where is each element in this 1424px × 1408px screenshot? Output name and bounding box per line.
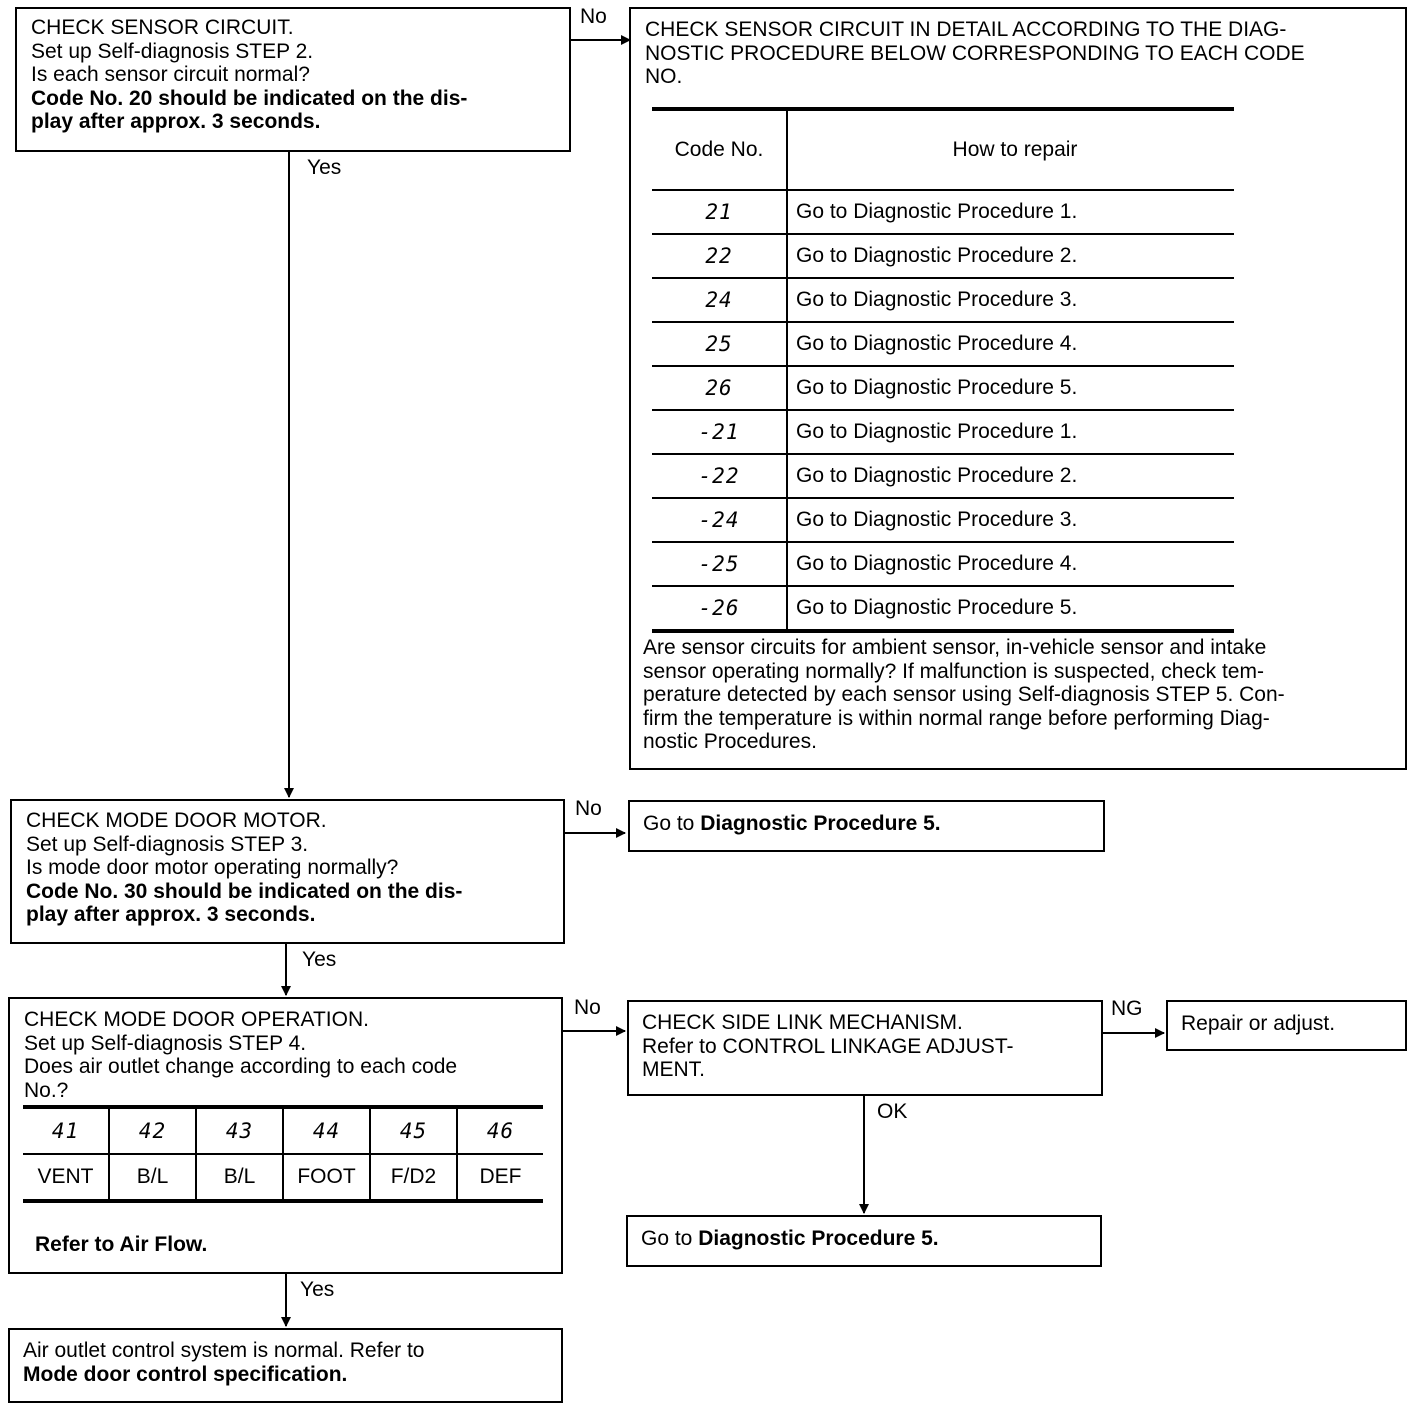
step-instruction: Set up Self-diagnosis STEP 4. (24, 1031, 307, 1055)
code-cell: 22 (652, 234, 787, 278)
repair-cell: Go to Diagnostic Procedure 1. (787, 410, 1234, 454)
note-line: sensor operating normally? If malfunction is suspected, check tem- (643, 659, 1264, 683)
repair-cell: Go to Diagnostic Procedure 1. (787, 190, 1234, 234)
mode-name: B/L (196, 1154, 283, 1201)
repair-cell: Go to Diagnostic Procedure 4. (787, 322, 1234, 366)
table-row (652, 410, 1234, 454)
repair-cell: Go to Diagnostic Procedure 5. (787, 586, 1234, 631)
repair-cell: Go to Diagnostic Procedure 5. (787, 366, 1234, 410)
step-question: Is each sensor circuit normal? (31, 63, 310, 86)
step-instruction: Refer to CONTROL LINKAGE ADJUST- (642, 1034, 1014, 1058)
step-title: CHECK MODE DOOR OPERATION. (24, 1008, 369, 1031)
step-question-cont: No.? (24, 1078, 69, 1102)
mode-code-table (23, 1105, 543, 1203)
mode-name: B/L (109, 1154, 196, 1201)
step-instruction-cont: MENT. (642, 1058, 705, 1081)
code-cell: -22 (652, 454, 787, 498)
air-flow-reference: Refer to Air Flow. (35, 1233, 208, 1256)
code-cell: -25 (652, 542, 787, 586)
result-reference: Mode door control specification. (23, 1362, 348, 1386)
code-cell: -26 (652, 586, 787, 631)
label-yes-2: Yes (302, 948, 337, 971)
table-row (652, 542, 1234, 586)
mode-code: 46 (457, 1107, 543, 1154)
mode-name: DEF (457, 1154, 543, 1201)
note-line: Are sensor circuits for ambient sensor, in-vehicle sensor and intake (643, 636, 1267, 659)
repair-cell: Go to Diagnostic Procedure 3. (787, 278, 1234, 322)
note-line: nostic Procedures. (643, 730, 817, 753)
repair-cell: Go to Diagnostic Procedure 2. (787, 454, 1234, 498)
step-title: CHECK SIDE LINK MECHANISM. (642, 1011, 963, 1034)
goto-prefix: Go to (641, 1227, 699, 1250)
repair-box (1166, 1000, 1407, 1051)
step-expectation-cont: play after approx. 3 seconds. (26, 903, 316, 926)
code-cell: 25 (652, 322, 787, 366)
goto-procedure-box-a (628, 800, 1105, 852)
goto-procedure: Diagnostic Procedure 5. (698, 1227, 939, 1250)
mode-code: 43 (196, 1107, 283, 1154)
mode-code: 44 (283, 1107, 370, 1154)
step-title: CHECK SENSOR CIRCUIT. (31, 16, 294, 39)
step-instruction: Set up Self-diagnosis STEP 3. (26, 832, 309, 856)
table-row (652, 366, 1234, 410)
repair-cell: Go to Diagnostic Procedure 3. (787, 498, 1234, 542)
mode-code: 41 (23, 1107, 109, 1154)
detail-title-cont: NOSTIC PROCEDURE BELOW CORRESPONDING TO EACH CODE (645, 41, 1305, 65)
step-expectation: Code No. 20 should be indicated on the dis- (31, 86, 468, 110)
code-cell: -24 (652, 498, 787, 542)
check-sensor-circuit-box (15, 7, 571, 152)
repair-cell: Go to Diagnostic Procedure 4. (787, 542, 1234, 586)
label-ok: OK (877, 1100, 908, 1123)
note-line: perature detected by each sensor using Self-diagnosis STEP 5. Con- (643, 683, 1285, 706)
step-question: Is mode door motor operating normally? (26, 856, 399, 879)
label-no-2: No (575, 797, 602, 820)
label-yes-3: Yes (300, 1278, 335, 1301)
goto-prefix: Go to (643, 812, 701, 835)
label-no-1: No (580, 5, 607, 28)
label-ng: NG (1111, 997, 1143, 1020)
code-cell: -21 (652, 410, 787, 454)
detail-title: CHECK SENSOR CIRCUIT IN DETAIL ACCORDING TO THE DIAG- (645, 18, 1287, 41)
code-cell: 26 (652, 366, 787, 410)
table-row (652, 322, 1234, 366)
code-cell: 24 (652, 278, 787, 322)
step-expectation-cont: play after approx. 3 seconds. (31, 110, 321, 133)
goto-procedure-box-b (626, 1215, 1102, 1267)
repair-cell: Go to Diagnostic Procedure 2. (787, 234, 1234, 278)
detail-note (643, 636, 1399, 754)
repair-text: Repair or adjust. (1181, 1012, 1336, 1035)
code-cell: 21 (652, 190, 787, 234)
step-instruction: Set up Self-diagnosis STEP 2. (31, 39, 314, 63)
table-row (652, 278, 1234, 322)
mode-code: 45 (370, 1107, 457, 1154)
label-no-3: No (574, 996, 601, 1019)
table-row (652, 454, 1234, 498)
detail-title-end: NO. (645, 65, 683, 88)
mode-name: VENT (23, 1154, 109, 1201)
table-row (652, 190, 1234, 234)
table-row (652, 234, 1234, 278)
step-question: Does air outlet change according to each code (24, 1055, 458, 1078)
mode-code: 42 (109, 1107, 196, 1154)
check-mode-door-motor-box (10, 799, 565, 944)
check-side-link-box (627, 1000, 1103, 1096)
mode-name: F/D2 (370, 1154, 457, 1201)
label-yes-1: Yes (307, 156, 342, 179)
table-row (652, 586, 1234, 631)
system-normal-box (8, 1328, 563, 1403)
result-text: Air outlet control system is normal. Refer to (23, 1339, 425, 1362)
step-expectation: Code No. 30 should be indicated on the dis- (26, 879, 463, 903)
step-title: CHECK MODE DOOR MOTOR. (26, 809, 327, 832)
code-repair-table (652, 107, 1234, 633)
header-repair: How to repair (787, 109, 1234, 190)
table-row (652, 498, 1234, 542)
mode-name: FOOT (283, 1154, 370, 1201)
note-line: firm the temperature is within normal range before performing Diag- (643, 706, 1270, 730)
goto-procedure: Diagnostic Procedure 5. (700, 812, 941, 835)
header-code: Code No. (652, 109, 787, 190)
